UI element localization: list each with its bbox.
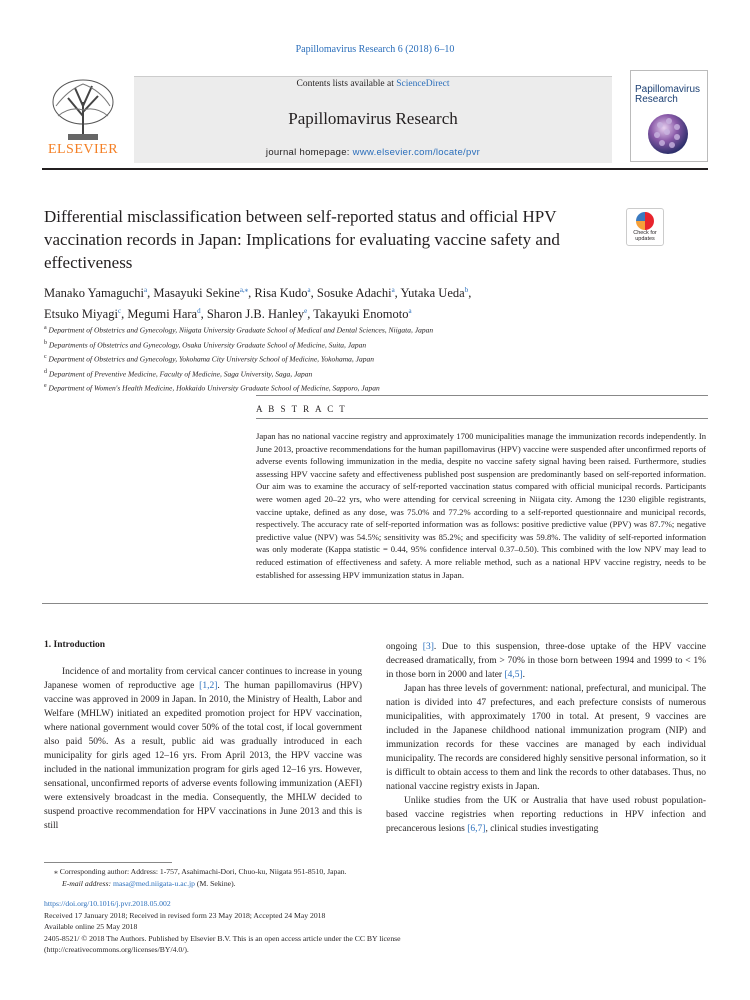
body-text: Incidence of and mortality from cervical cancer continues to increase in young Japanese women of reproductive age <box>44 667 362 691</box>
badge-line-1: Check for <box>633 230 657 236</box>
affiliation-marker: a <box>44 325 47 331</box>
license-url: (http://creativecommons.org/licenses/BY/4.0/). <box>44 945 189 954</box>
author-name[interactable]: Takayuki Enomoto <box>313 307 409 322</box>
check-for-updates-icon <box>636 212 654 230</box>
author-affiliation-marker[interactable]: e <box>304 307 308 316</box>
affiliation-item <box>44 322 704 337</box>
masthead-center-panel <box>134 76 612 163</box>
elsevier-wordmark: ELSEVIER <box>47 142 119 157</box>
body-column-left <box>44 665 362 833</box>
contents-prefix: Contents lists available at <box>296 79 397 89</box>
affiliation-item <box>44 366 704 381</box>
body-text: . <box>522 670 526 680</box>
body-text: Japan has three levels of government: national, prefectural, and municipal. The nation is divided into 47 prefectures, and each prefecture consists of numerous municipalities, with approximately 1700 in total. At present, 9 vaccines are included in the Japanese childhood national immunization program (NIP) and immunization records for these vaccines are managed by each individual municipality. The records are considered highly sensitive personal information, so it is difficult to obtain access to them and link the records to other databases. Thus, no national vaccine registry exists in Japan. <box>386 684 706 792</box>
cover-title <box>635 85 700 105</box>
author-affiliation-marker[interactable]: d <box>197 307 201 316</box>
author-affiliation-marker[interactable]: a <box>391 286 395 294</box>
check-for-updates-badge[interactable] <box>626 208 664 246</box>
virus-image-icon <box>645 111 691 157</box>
affiliation-item <box>44 337 704 352</box>
badge-line-2: updates <box>635 236 655 242</box>
citation-link[interactable]: [4,5] <box>504 670 523 680</box>
homepage-link[interactable]: www.elsevier.com/locate/pvr <box>352 147 481 158</box>
masthead-rule <box>42 168 708 170</box>
body-text: ongoing <box>386 642 423 652</box>
abstract-rule-middle <box>256 418 708 419</box>
journal-cover-thumbnail[interactable] <box>630 70 708 162</box>
author-affiliation-marker[interactable]: a,⁎ <box>239 286 249 294</box>
author-affiliation-marker[interactable]: c <box>117 307 122 316</box>
affiliation-marker: c <box>44 354 47 360</box>
body-text: . Due to this suspension, three-dose uptake of the HPV vaccine decreased dramatically, from > 70% in those born between 1994 and 1999 to < 1% in those born in 2000 and later <box>386 642 706 680</box>
author-name[interactable]: Masayuki Sekine <box>153 286 240 301</box>
author-name[interactable]: Yutaka Ueda <box>400 286 465 301</box>
journal-masthead <box>42 70 708 166</box>
citation-link[interactable]: [3] <box>422 642 434 652</box>
author-list: Manako Yamaguchi$^a$, Masayuki Sekine$^{a,⁎}$, Risa Kudo$^a$, Sosuke Adachi$^a$, Yutaka Ueda$^b$, Etsuko Miyagi$^c$, Megumi Hara$^d$, Sharon J.B. Hanley$^e$, Takayuki Enomoto$^a$ <box>44 286 472 322</box>
body-paragraph <box>44 665 362 833</box>
abstract-text: Japan has no national vaccine registry and approximately 1700 municipalities manage the immunization records independently. In June 2013, proactive recommendations for the human papillomavirus (HPV) vaccine were suspended after unconfirmed reports of adverse events following immunization in the media, despite no vaccine safety signal having been raised. Furthermore, studies assessing HPV vaccine safety and effectiveness published post suspension are predominantly based on self-reported information. Our aim was to examine the accuracy of self-reported vaccination status compared with official municipal records. Participants were women aged 20–22 yrs, who were attending for cervical screening in Niigata city. Among the 1230 eligible registrants, vaccine uptake, defined as any dose, was 75.0% and 77.2% according to a self-reported questionnaire and municipal records, respectively. The accuracy rate of self-reported information was as follows: positive predictive value (PPV) was 87.7%; negative predictive value (NPV) was 54.5%; sensitivity was 85.2%; and specificity was 59.8%. The validity of self-reported information was only moderate (Kappa statistic = 0.44, 95% confidence interval 0.37–0.50). This combined with the low NPV may lead to reduced estimation of effectiveness and safety. A more reliable method, such as a national HPV vaccine registry, needs to be established for assessing HPV immunization status in Japan. <box>256 431 706 580</box>
affiliation-text: Department of Women's Health Medicine, Hokkaido University Graduate School of Medicine, Sapporo, Japan <box>48 383 380 393</box>
abstract-heading: A B S T R A C T <box>256 404 347 414</box>
contents-line <box>134 79 612 89</box>
body-paragraph <box>386 640 706 682</box>
author-affiliation-marker[interactable]: a <box>408 307 412 316</box>
section-heading-introduction: 1. Introduction <box>44 640 106 650</box>
author-name[interactable]: Sosuke Adachi <box>316 286 392 301</box>
affiliation-text: Department of Obstetrics and Gynecology, Niigata University Graduate School of Medical and Dental Sciences, Niigata, Japan <box>48 325 434 335</box>
sciencedirect-link[interactable]: ScienceDirect <box>396 79 450 89</box>
affiliation-text: Departments of Obstetrics and Gynecology, Osaka University Graduate School of Medicine, Suita, Japan <box>48 340 367 349</box>
author-name[interactable]: Megumi Hara <box>127 307 198 322</box>
cover-title-line-2: Research <box>635 94 678 105</box>
article-title: Differential misclassification between self-reported status and official HPV vaccination records in Japan: Implications for evaluating vaccine safety and effectiveness <box>44 207 560 272</box>
body-paragraph <box>386 794 706 836</box>
author-affiliation-marker[interactable]: b <box>464 286 469 294</box>
publication-info <box>44 898 704 956</box>
elsevier-tree-icon <box>48 76 118 142</box>
body-column-right <box>386 640 706 836</box>
author-affiliation-marker[interactable]: a <box>307 286 311 294</box>
footnote-rule <box>44 862 172 863</box>
cover-title-line-1: Papillomavirus <box>635 84 701 95</box>
abstract-rule-bottom <box>42 603 708 604</box>
email-link[interactable]: masa@med.niigata-u.ac.jp <box>112 879 195 888</box>
body-paragraph <box>386 682 706 794</box>
doi-link[interactable]: https://doi.org/10.1016/j.pvr.2018.05.002 <box>44 899 171 908</box>
affiliation-list <box>44 322 704 395</box>
affiliation-text: Department of Preventive Medicine, Faculty of Medicine, Saga University, Saga, Japan <box>48 369 313 378</box>
journal-name: Papillomavirus Research <box>288 109 458 128</box>
body-text: Unlike studies from the UK or Australia that have used robust population-based vaccine registries when reporting reductions in HPV infection and precancerous lesions <box>386 796 706 834</box>
elsevier-logo[interactable] <box>42 70 124 160</box>
homepage-prefix: journal homepage: <box>265 147 353 158</box>
copyright-line: 2405-8521/ © 2018 The Authors. Published by Elsevier B.V. This is an open access article under the CC BY license <box>44 933 401 943</box>
affiliation-text: Department of Obstetrics and Gynecology, Yokohama City University School of Medicine, Yokohama, Japan <box>48 354 374 364</box>
affiliation-item <box>44 380 704 395</box>
author-name[interactable]: Manako Yamaguchi <box>44 286 144 301</box>
author-affiliation-marker[interactable]: a <box>144 286 148 294</box>
abstract-rule-top <box>256 395 708 396</box>
body-text: . The human papillomavirus (HPV) vaccine was approved in 2009 in Japan. In 2010, the Ministry of Health, Labor and Welfare (MHLW) initiated an expedited promotion project for HPV vaccination, where national government would cover 50% of the total cost, if local government also paid 50%. As a result, public aid was gradually introduced in each municipality for girls aged 12–16 yrs. From April 2013, the HPV vaccine was included in the national immunization program for girls aged 12–16 yrs. However, sensational, unconfirmed reports of adverse events following immunization (AEFI) were extensively broadcast in the media. Consequently, the MHLW decided to suspend proactive recommendation for HPV vaccinations in June 2013 and this is still <box>44 681 362 831</box>
email-suffix: (M. Sekine). <box>194 879 236 888</box>
journal-reference-link[interactable]: Papillomavirus Research 6 (2018) 6–10 <box>295 44 455 55</box>
received-dates: Received 17 January 2018; Received in revised form 23 May 2018; Accepted 24 May 2018 <box>44 910 326 920</box>
affiliation-marker: e <box>44 383 47 389</box>
available-online-date: Available online 25 May 2018 <box>44 922 138 931</box>
body-text: , clinical studies investigating <box>485 824 599 834</box>
author-name[interactable]: Risa Kudo <box>254 286 308 301</box>
citation-link[interactable]: [6,7] <box>467 824 486 834</box>
affiliation-marker: d <box>44 368 47 375</box>
footnotes <box>44 866 644 890</box>
affiliation-marker: b <box>44 339 47 346</box>
email-label: E-mail address: <box>62 879 113 888</box>
author-name[interactable]: Etsuko Miyagi <box>44 307 118 322</box>
email-note <box>44 878 644 890</box>
author-name[interactable]: Sharon J.B. Hanley <box>206 307 305 322</box>
corresponding-author-note: ⁎ Corresponding author: Address: 1-757, Asahimachi-Dori, Chuo-ku, Niigata 951-8510, Japan. <box>54 867 347 876</box>
affiliation-item <box>44 351 704 366</box>
citation-link[interactable]: [1,2] <box>199 681 218 691</box>
homepage-line <box>134 147 612 158</box>
